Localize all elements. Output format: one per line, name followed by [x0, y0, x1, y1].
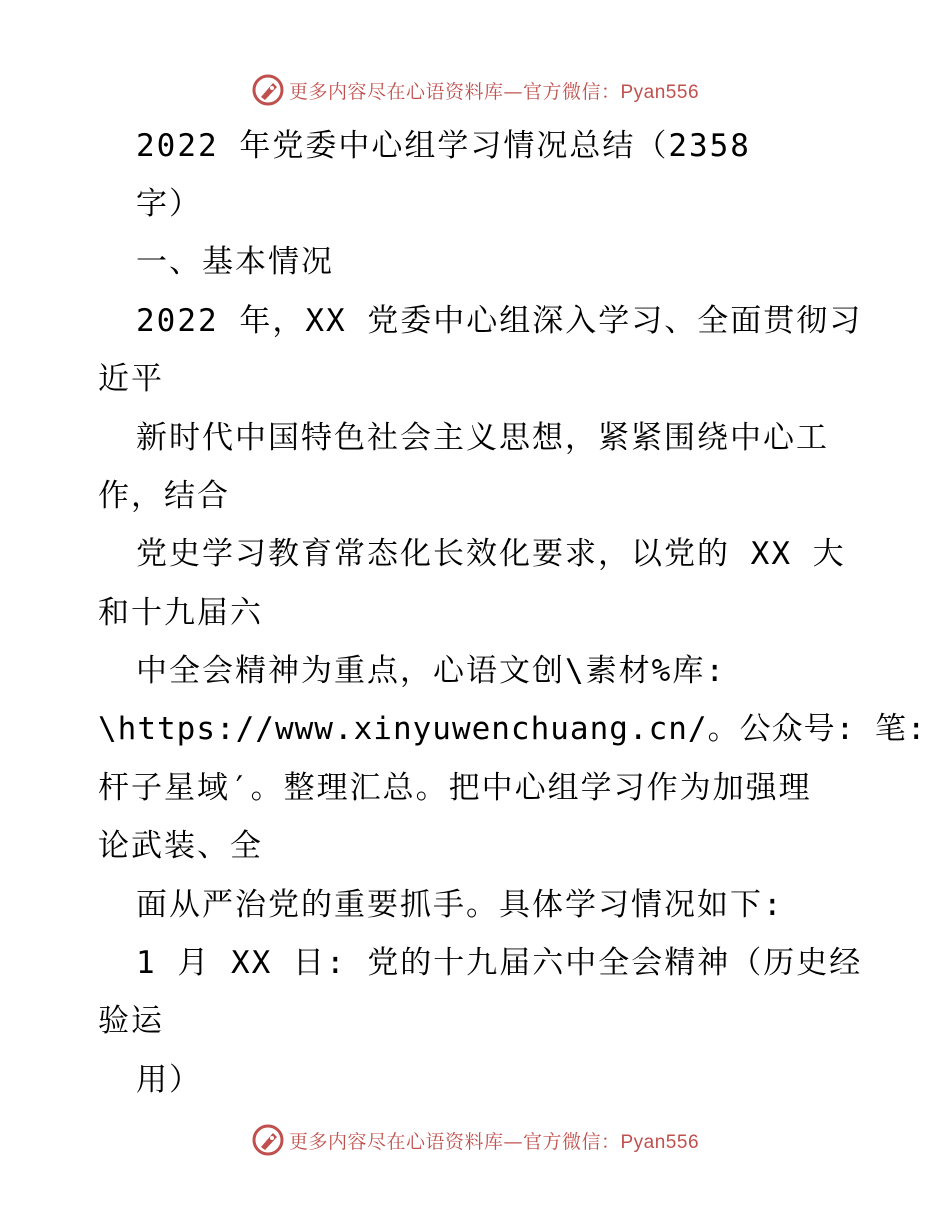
pen-nib-circle-icon: [251, 73, 285, 107]
doc-title-line-2: 字）: [136, 186, 202, 222]
watermark-banner-bottom: [0, 1120, 950, 1160]
paragraph-line: 2022 年，XX 党委中心组深入学习、全面贯彻习: [136, 303, 863, 339]
paragraph-line: 验运: [98, 1003, 164, 1039]
paragraph-line: 中全会精神为重点，心语文创\素材%库:: [136, 653, 726, 689]
paragraph-line: 面从严治党的重要抓手。具体学习情况如下:: [136, 887, 784, 923]
watermark-handle: Pyan556: [620, 1131, 700, 1153]
watermark-text: 更多内容尽在心语资料库—官方微信：Pyan556: [288, 1130, 700, 1153]
paragraph-line: \https://www.xinyuwenchuang.cn/。公众号: 笔:: [98, 711, 927, 747]
paragraph-line: 杆子星域′。整理汇总。把中心组学习作为加强理: [98, 770, 812, 806]
paragraph-line: 作，结合: [98, 478, 230, 514]
paragraph-line: 用）: [136, 1062, 202, 1098]
doc-title-line-1: 2022 年党委中心组学习情况总结（2358: [136, 128, 751, 164]
paragraph-line: 新时代中国特色社会主义思想，紧紧围绕中心工: [136, 420, 829, 456]
section-heading: 一、基本情况: [136, 244, 334, 280]
watermark-text: 更多内容尽在心语资料库—官方微信：Pyan556: [288, 80, 700, 103]
watermark-banner-top: [0, 70, 950, 110]
paragraph-line: 和十九届六: [98, 595, 263, 631]
pen-nib-circle-icon: [251, 1123, 285, 1157]
paragraph-line: 论武装、全: [98, 828, 263, 864]
watermark-handle: Pyan556: [620, 81, 700, 103]
paragraph-line: 党史学习教育常态化长效化要求，以党的 XX 大: [136, 536, 846, 572]
paragraph-line: 近平: [98, 361, 164, 397]
paragraph-line: 1 月 XX 日: 党的十九届六中全会精神（历史经: [136, 945, 863, 981]
